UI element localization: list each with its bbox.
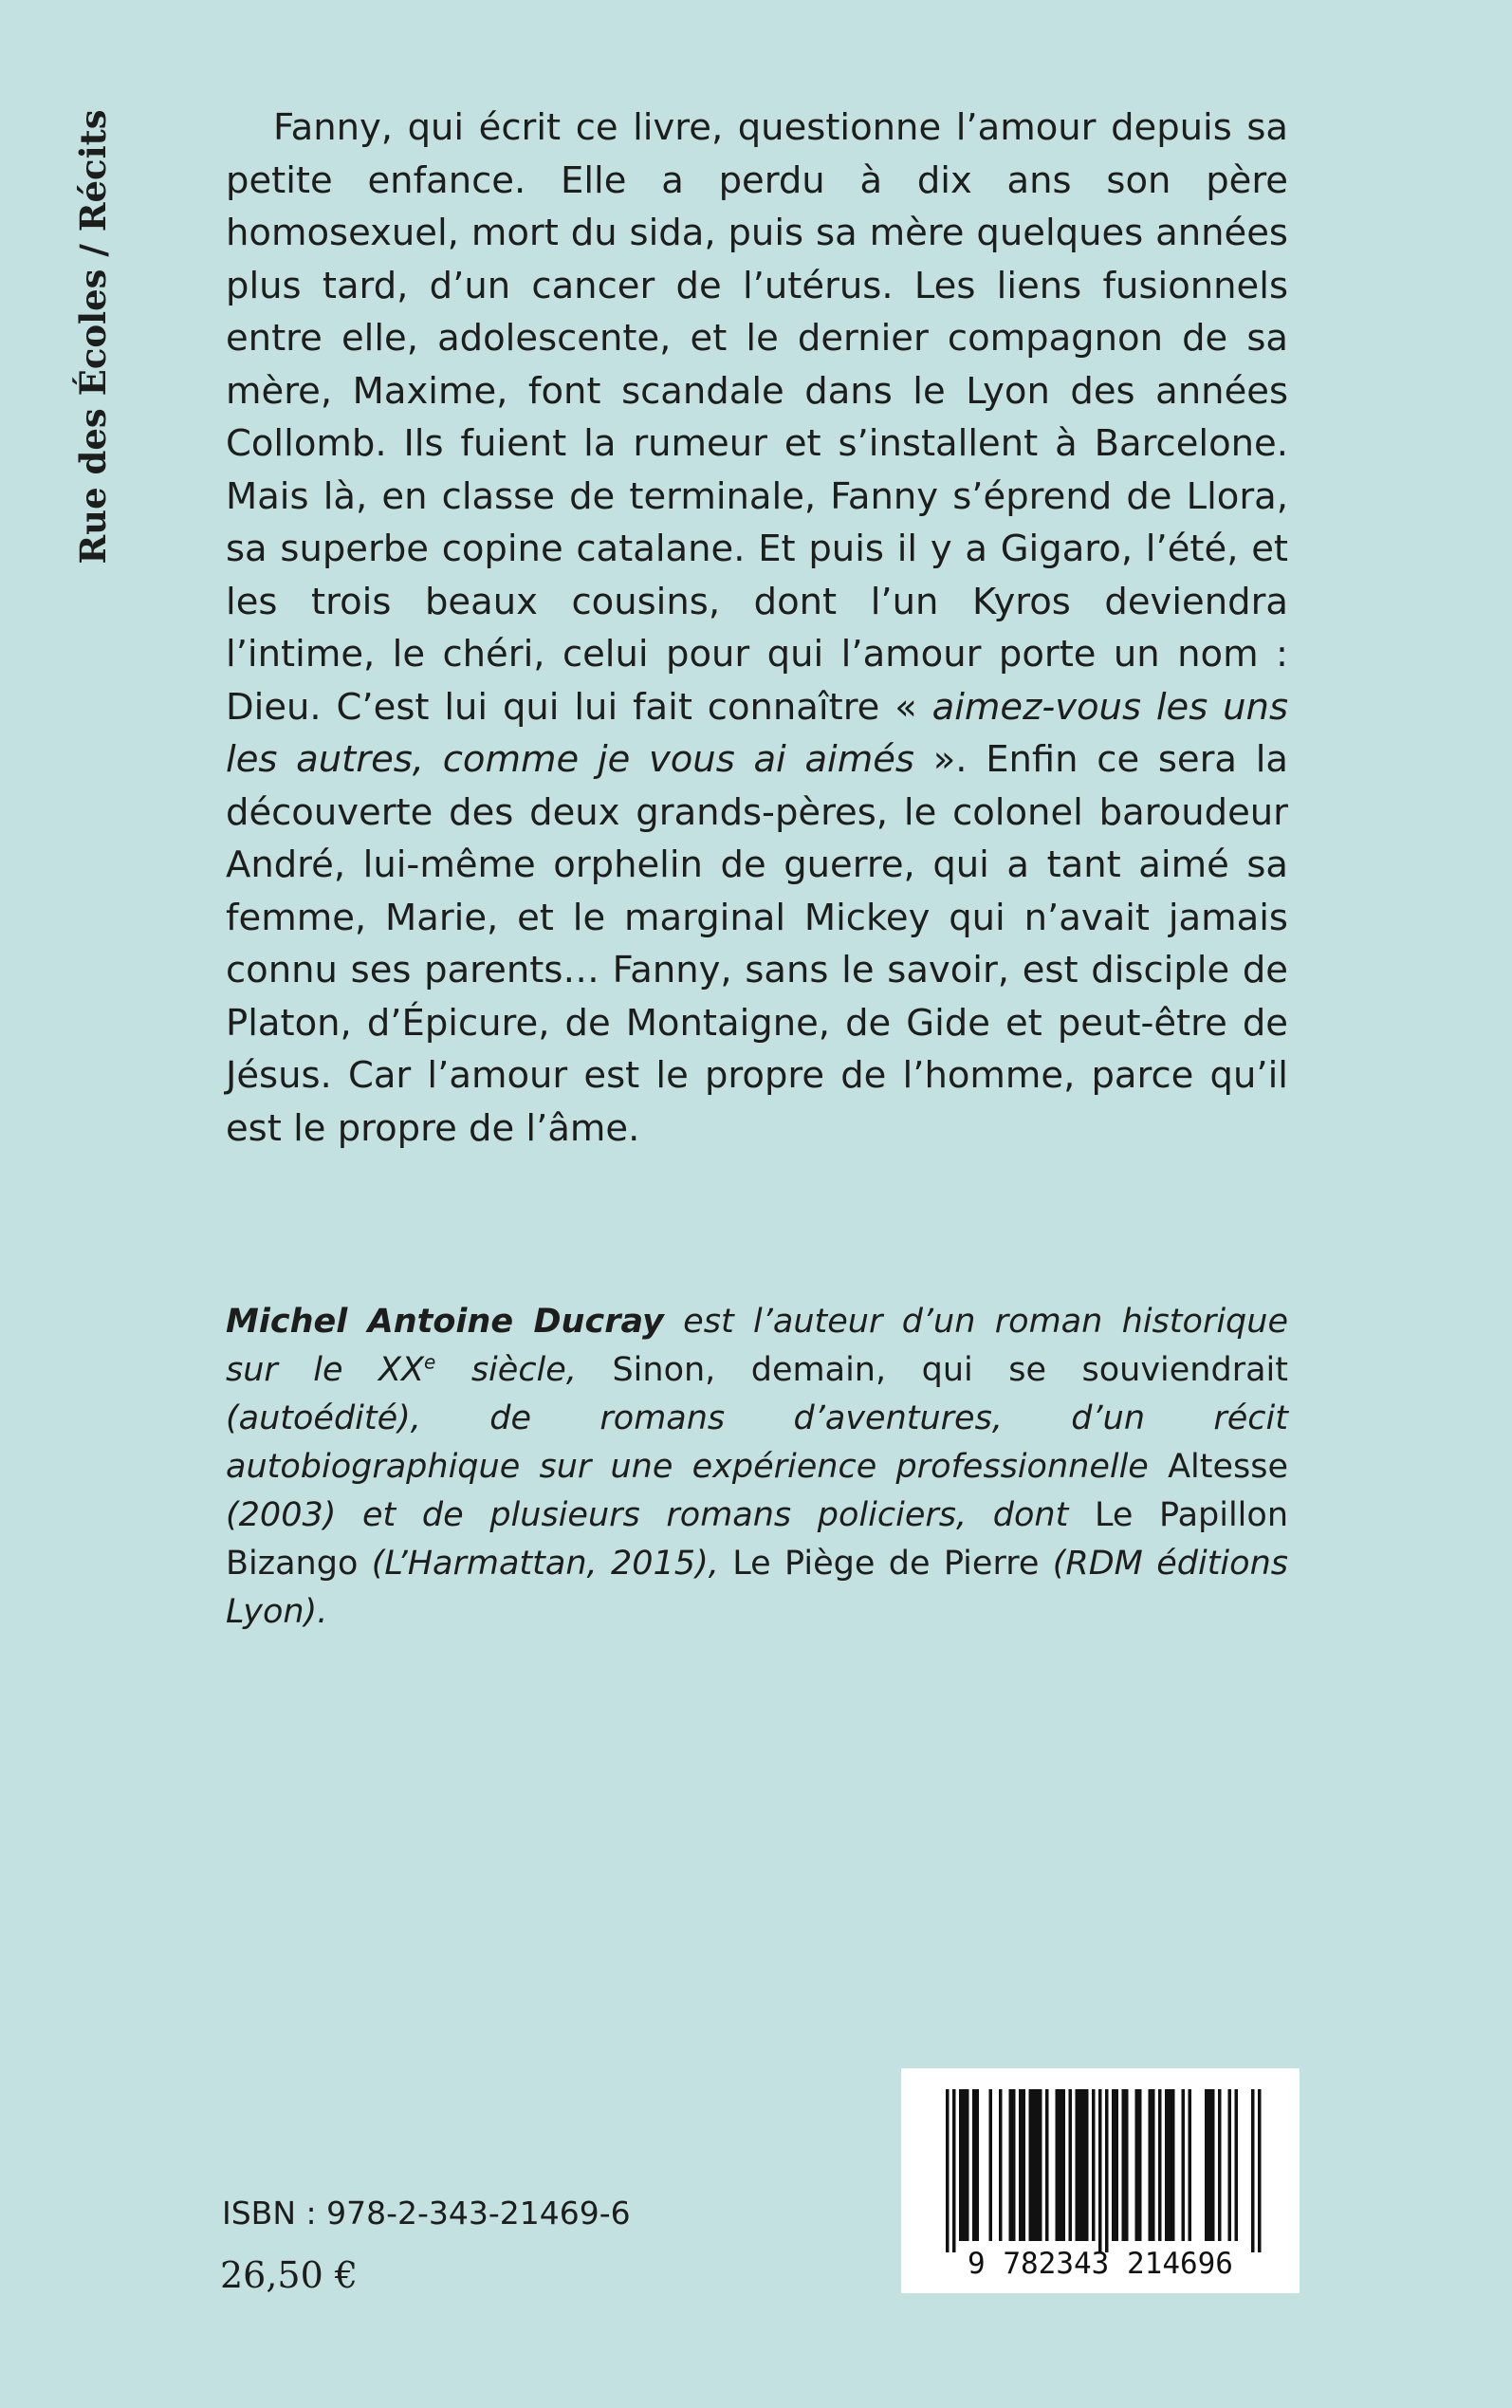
barcode-bar [1023, 2089, 1026, 2241]
barcode-bar [972, 2089, 976, 2241]
barcode-bar [1182, 2089, 1186, 2241]
barcode-bar [1189, 2089, 1192, 2241]
barcode-bar [1122, 2089, 1126, 2241]
blurb-part-3: ». Enfin ce sera la découverte des deux grands-pères, le colonel baroudeur André, lui-même orphelin de guerre, qui a tant aimé sa femme, Marie, et le marginal Mickey qui n’avait jamais connu ses parents… Fanny, sans le savoir, est disciple de Platon, d’Épicure, de Montaigne, de Gide et peut-être de Jésus. Car l’amour est le propre de l’homme, parce qu’il est le propre de l’âme. [226, 738, 1288, 1150]
barcode-bar [1082, 2089, 1086, 2241]
barcode-bar [1105, 2089, 1109, 2252]
barcode-bar [946, 2089, 950, 2252]
barcode-bar [1032, 2089, 1036, 2241]
barcode-digits: 9 782343 214696 [968, 2247, 1233, 2281]
barcode-bar [1098, 2089, 1102, 2252]
barcode-bar [1135, 2089, 1139, 2241]
barcode-bar [1228, 2089, 1232, 2241]
isbn: ISBN : 978-2-343-21469-6 [222, 2195, 631, 2232]
bio-book-title-3: Le Papillon Bizango [226, 1496, 1288, 1583]
bio-text-6: (RDM éditions Lyon). [226, 1545, 1288, 1631]
barcode-bar [1116, 2089, 1119, 2241]
barcode-bar [1079, 2089, 1082, 2241]
bio-book-title-1: Sinon, demain, qui se souviendrait [612, 1351, 1288, 1389]
barcode-bar [1085, 2089, 1089, 2241]
barcode-bar [1029, 2089, 1033, 2241]
bio-text-5: (L’Harmattan, 2015), [358, 1545, 733, 1583]
barcode-bar [1165, 2089, 1169, 2241]
barcode-bar [963, 2089, 967, 2241]
barcode-bar [1076, 2089, 1079, 2241]
barcode-bar [1112, 2089, 1116, 2241]
barcode-bar [1009, 2089, 1013, 2241]
barcode-bars [946, 2089, 1262, 2252]
spine [74, 95, 112, 579]
barcode-bar [1059, 2089, 1062, 2241]
barcode-graphic [901, 2068, 1300, 2293]
barcode [901, 2068, 1300, 2293]
bio-text-2: siècle, [435, 1351, 613, 1389]
barcode-bar [1039, 2089, 1042, 2241]
barcode-bar [952, 2089, 956, 2252]
author-bio [226, 1298, 1288, 1637]
bio-superscript: e [424, 1350, 436, 1374]
barcode-bar [999, 2089, 1003, 2241]
barcode-bar [1125, 2089, 1129, 2241]
blurb-quote: aimez-vous les uns les autres, comme je vous ai aimés [226, 685, 1289, 781]
barcode-bar [959, 2089, 963, 2241]
barcode-bar [1092, 2089, 1096, 2241]
bio-book-title-2: Altesse [1168, 1448, 1288, 1486]
barcode-bar [1258, 2089, 1262, 2252]
barcode-bar [1036, 2089, 1040, 2241]
barcode-bar [1056, 2089, 1060, 2241]
barcode-bar [1235, 2089, 1239, 2241]
blurb-part-1: Fanny, qui écrit ce livre, questionne l’amour depuis sa petite enfance. Elle a perdu à dix ans son père homosexuel, mort du sida, puis sa mère quelques années plus tard, d’un cancer de l’utérus. Les liens fusionnels entre elle, adolescente, et le dernier compagnon de sa mère, Maxime, font scandale dans le Lyon des années Collomb. Ils fuient la rumeur et s’installent à Barcelone. Mais là, en classe de terminale, Fanny s’éprend de Llora, sa superbe copine catalane. Et puis il y a Gigaro, l’été, et les trois beaux cousins, dont l’un Kyros deviendra l’intime, le chéri, celui pour qui l’amour porte un nom : Dieu. C’est lui qui lui fait connaître « [226, 106, 1288, 729]
barcode-bar [1169, 2089, 1172, 2241]
barcode-bar [966, 2089, 969, 2241]
barcode-bar [1211, 2089, 1215, 2241]
barcode-bar [976, 2089, 980, 2241]
bio-book-title-4: Le Piège de Pierre [732, 1545, 1040, 1583]
bio-text-1: est l’auteur d’un roman historique sur le XX [226, 1303, 1288, 1389]
author-name: Michel Antoine Ducray [226, 1303, 664, 1341]
blurb-text [226, 102, 1288, 1155]
barcode-bar [1158, 2089, 1162, 2241]
barcode-bar [1062, 2089, 1066, 2241]
barcode-bar [1251, 2089, 1255, 2252]
bio-text-3: (autoédité), de romans d’aventures, d’un récit autobiographique sur une expérience professionnelle [226, 1399, 1288, 1486]
barcode-bar [989, 2089, 993, 2241]
barcode-bar [1069, 2089, 1073, 2241]
barcode-bar [1138, 2089, 1142, 2241]
barcode-bar [1171, 2089, 1175, 2241]
barcode-bar [1205, 2089, 1208, 2241]
price: 26,50 € [220, 2254, 359, 2296]
series-label: Rue des Écoles / Récits [72, 109, 114, 565]
barcode-bar [1149, 2089, 1152, 2241]
barcode-bar [1152, 2089, 1155, 2241]
barcode-bar [1045, 2089, 1049, 2241]
barcode-bar [1218, 2089, 1222, 2241]
bio-text-4: (2003) et de plusieurs romans policiers, dont [226, 1496, 1095, 1534]
barcode-bar [1208, 2089, 1212, 2241]
barcode-bar [1019, 2089, 1023, 2241]
barcode-bar [1012, 2089, 1016, 2241]
